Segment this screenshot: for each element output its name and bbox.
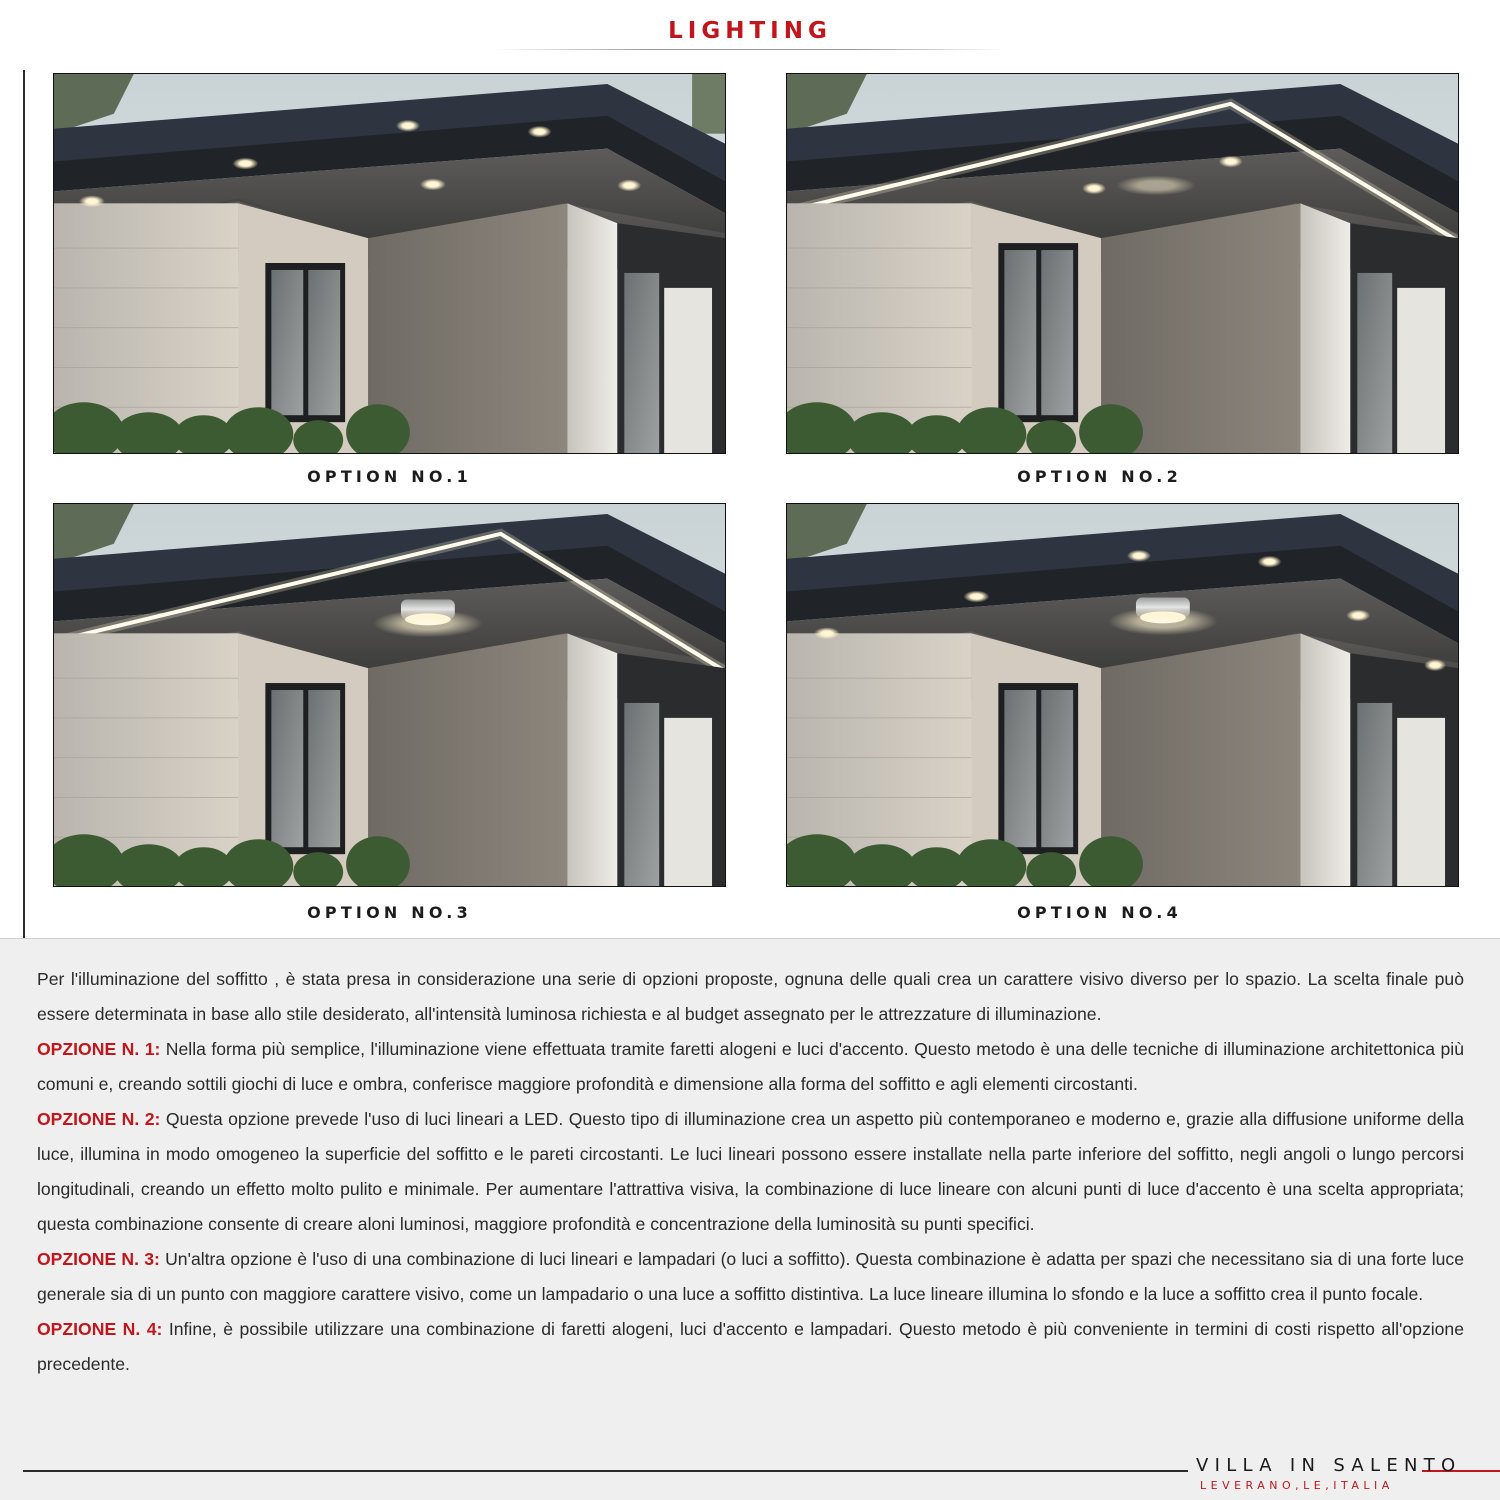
option-3-label: OPZIONE N. 3: — [37, 1249, 160, 1269]
option-3-caption: OPTION NO.3 — [307, 903, 472, 922]
title-divider — [495, 49, 1005, 50]
option-4-image — [786, 503, 1459, 887]
option-1-text: Nella forma più semplice, l'illuminazione viene effettuata tramite faretti alogeni e luci d'accento. Questo metodo è una delle tecniche di illuminazione architettonica più comuni e, creando sottili giochi di luce e ombra, conferisce maggiore profondità e dimensione alla forma del soffitto e agli elementi circostanti. — [37, 1039, 1464, 1094]
option-4-paragraph — [37, 1312, 1464, 1382]
option-1-label: OPZIONE N. 1: — [37, 1039, 161, 1059]
option-2-label: OPZIONE N. 2: — [37, 1109, 161, 1129]
option-2-image — [786, 73, 1459, 454]
option-4-caption: OPTION NO.4 — [1017, 903, 1182, 922]
description-text — [37, 962, 1464, 1382]
option-3-paragraph — [37, 1242, 1464, 1312]
option-3-text: Un'altra opzione è l'uso di una combinazione di luci lineari e lampadari (o luci a soffitto). Questa combinazione è adatta per spazi che necessitano sia di una forte luce generale sia di un punto con maggiore carattere visivo, come un lampadario o una luce a soffitto distintiva. La luce lineare illumina lo sfondo e la luce a soffitto crea il punto focale. — [37, 1249, 1464, 1304]
option-3-image — [53, 503, 726, 887]
intro-paragraph: Per l'illuminazione del soffitto , è stata presa in considerazione una serie di opzioni proposte, ognuna delle quali crea un carattere visivo diverso per lo spazio. La scelta finale può essere determinata in base allo stile desiderato, all'intensità luminosa richiesta e al budget assegnato per le attrezzature di illuminazione. — [37, 969, 1464, 1024]
brand-name: VILLA IN SALENTO — [1196, 1455, 1462, 1476]
option-4-text: Infine, è possibile utilizzare una combinazione di faretti alogeni, luci d'accento e lampadari. Questo metodo è più conveniente in termini di costi rispetto all'opzione precedente. — [37, 1319, 1465, 1374]
brand-location: LEVERANO,LE,ITALIA — [1200, 1479, 1394, 1492]
option-4-label: OPZIONE N. 4: — [37, 1319, 163, 1339]
footer-divider — [23, 1470, 1188, 1472]
option-1-caption: OPTION NO.1 — [307, 467, 472, 486]
page-title: LIGHTING — [668, 18, 832, 44]
option-2-text: Questa opzione prevede l'uso di luci lineari a LED. Questo tipo di illuminazione crea un aspetto più contemporaneo e moderno e, grazie alla diffusione uniforme della luce, illumina in modo omogeneo la superficie del soffitto e le pareti circostanti. Le luci lineari possono essere installate nella parte inferiore del soffitto, negli angoli o lungo percorsi longitudinali, creando un effetto molto pulito e minimale. Per aumentare l'attrattiva visiva, la combinazione di luce lineare con alcuni punti di luce d'accento è una scelta appropriata; questa combinazione consente di creare aloni luminosi, maggiore profondità e concentrazione della luminosità su punti specifici. — [37, 1109, 1464, 1234]
option-2-paragraph — [37, 1102, 1464, 1242]
option-1-paragraph — [37, 1032, 1464, 1102]
option-1-image — [53, 73, 726, 454]
option-2-caption: OPTION NO.2 — [1017, 467, 1182, 486]
